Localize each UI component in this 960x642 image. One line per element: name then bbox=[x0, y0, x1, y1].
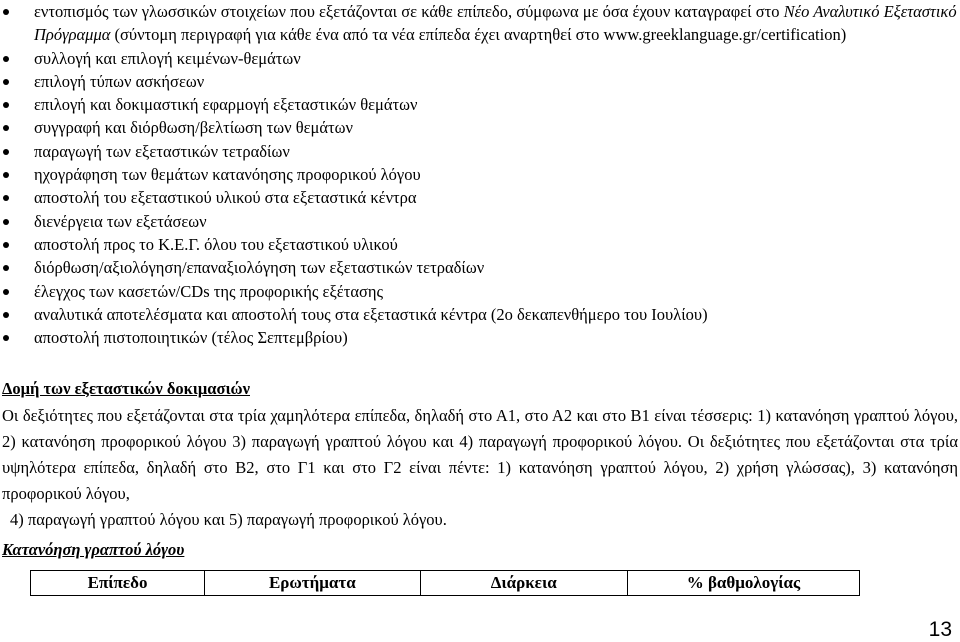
bullet-icon bbox=[3, 335, 9, 341]
list-item bbox=[0, 280, 960, 303]
list-item bbox=[0, 256, 960, 279]
intro-text-before: εντοπισμός των γλωσσικών στοιχείων που εξετάζονται σε κάθε επίπεδο, σύμφωνα με όσα έχουν καταγραφεί στο bbox=[34, 2, 780, 21]
bullet-icon bbox=[3, 242, 9, 248]
bullet-icon bbox=[3, 195, 9, 201]
paragraph-last-line: 4) παραγωγή γραπτού λόγου και 5) παραγωγή προφορικού λόγου. bbox=[10, 510, 447, 529]
list-item bbox=[0, 186, 960, 209]
list-item bbox=[0, 93, 960, 116]
exam-structure-table bbox=[30, 570, 860, 596]
list-item bbox=[0, 47, 960, 70]
page-number: 13 bbox=[928, 618, 952, 641]
list-item-text: αναλυτικά αποτελέσματα και αποστολή τους στα εξεταστικά κέντρα (2ο δεκαπενθήμερο του Ιουλίου) bbox=[34, 304, 708, 324]
list-item bbox=[0, 233, 960, 256]
bullet-icon bbox=[3, 172, 9, 178]
list-item-text: έλεγχος των κασετών/CDs της προφορικής εξέτασης bbox=[34, 281, 384, 301]
table-header-row bbox=[31, 571, 860, 596]
list-item bbox=[0, 70, 960, 93]
column-header-questions: Ερωτήματα bbox=[205, 571, 421, 596]
bullet-icon bbox=[3, 312, 9, 318]
column-header-score-percent: % βαθμολογίας bbox=[627, 571, 859, 596]
column-header-level: Επίπεδο bbox=[31, 571, 205, 596]
list-item bbox=[0, 303, 960, 326]
bullet-icon bbox=[3, 56, 9, 62]
section-heading: Δομή των εξεταστικών δοκιμασιών bbox=[2, 379, 250, 398]
list-item-text: παραγωγή των εξεταστικών τετραδίων bbox=[34, 141, 290, 161]
bullet-icon bbox=[3, 149, 9, 155]
list-item bbox=[0, 0, 960, 47]
column-header-duration: Διάρκεια bbox=[420, 571, 627, 596]
list-item-text: ηχογράφηση των θεμάτων κατανόησης προφορικού λόγου bbox=[34, 165, 421, 185]
curriculum-title: Νέο Αναλυτικό Εξεταστικό Πρόγραμμα bbox=[34, 2, 957, 45]
reading-comprehension-heading: Κατανόηση γραπτού λόγου bbox=[2, 540, 185, 559]
list-item bbox=[0, 326, 960, 349]
list-item bbox=[0, 140, 960, 163]
bullet-icon bbox=[3, 79, 9, 85]
paragraph-main-text: Οι δεξιότητες που εξετάζονται στα τρία χαμηλότερα επίπεδα, δηλαδή στο Α1, στο Α2 και στο Β1 είναι τέσσερις: 1) κατανόηση γραπτού λόγου, 2) κατανόηση προφορικού λόγου 3) παραγωγή γραπτού λόγου και 4) παραγωγή προφορικού λόγου. Οι δεξιότητες που εξετάζονται στα τρία υψηλότερα επίπεδα, δηλαδή στο Β2, στο Γ1 και στο Γ2 είναι πέντε: 1) κατανόηση γραπτού λόγου, 2) χρήση γλώσσας), 3) κατανόηση προφορικού λόγου, bbox=[2, 406, 958, 503]
list-item-text: αποστολή του εξεταστικού υλικού στα εξεταστικά κέντρα bbox=[34, 188, 417, 208]
list-item-text: διόρθωση/αξιολόγηση/επαναξιολόγηση των εξεταστικών τετραδίων bbox=[34, 258, 485, 278]
bullet-icon bbox=[3, 265, 9, 271]
list-item bbox=[0, 210, 960, 233]
skills-paragraph bbox=[2, 403, 958, 533]
bullet-icon bbox=[3, 289, 9, 295]
list-item-text: αποστολή πιστοποιητικών (τέλος Σεπτεμβρίου) bbox=[34, 328, 348, 348]
list-item bbox=[0, 116, 960, 139]
bullet-icon bbox=[3, 9, 9, 15]
intro-text-after: (σύντομη περιγραφή για κάθε ένα από τα νέα επίπεδα έχει αναρτηθεί στο www.greeklanguage.gr/certification) bbox=[114, 25, 847, 45]
list-item-text: συγγραφή και διόρθωση/βελτίωση των θεμάτων bbox=[34, 118, 354, 138]
bullet-icon bbox=[3, 219, 9, 225]
bullet-icon bbox=[3, 102, 9, 108]
list-item-text: συλλογή και επιλογή κειμένων-θεμάτων bbox=[34, 48, 301, 68]
list-item-text: διενέργεια των εξετάσεων bbox=[34, 211, 207, 231]
list-item bbox=[0, 163, 960, 186]
list-item-text: επιλογή τύπων ασκήσεων bbox=[34, 71, 205, 91]
list-item-text: αποστολή προς το Κ.Ε.Γ. όλου του εξεταστικού υλικού bbox=[34, 234, 398, 254]
bullet-icon bbox=[3, 125, 9, 131]
list-item-text: επιλογή και δοκιμαστική εφαρμογή εξεταστικών θεμάτων bbox=[34, 95, 418, 115]
